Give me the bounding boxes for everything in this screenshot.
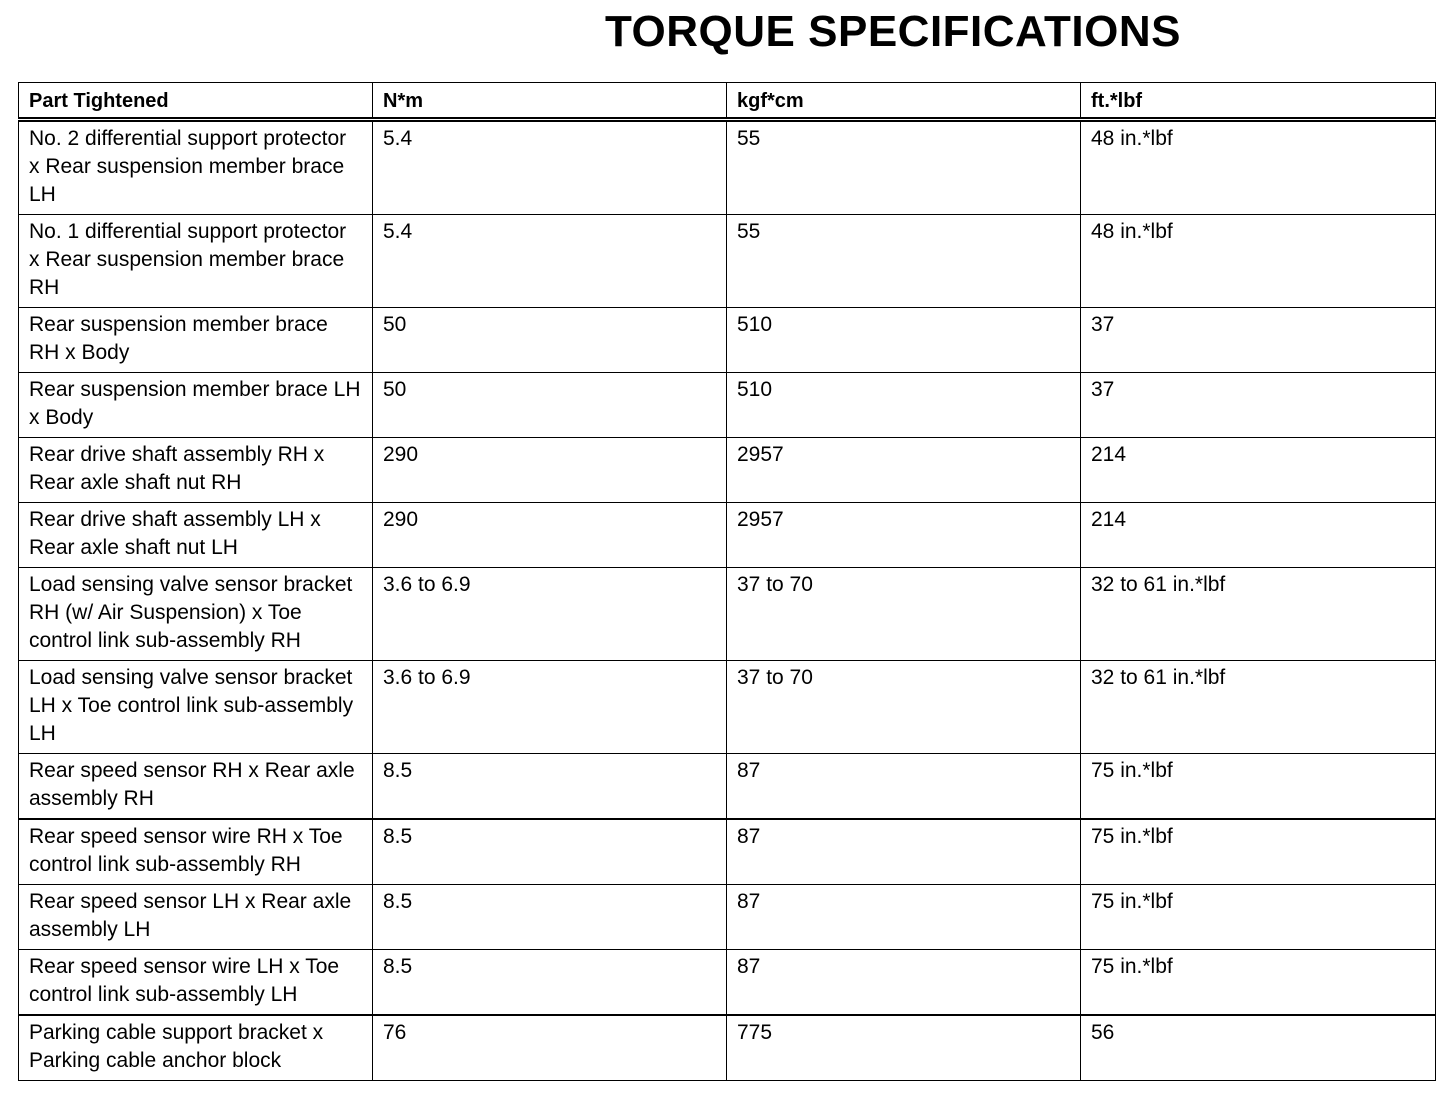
header-part-tightened: Part Tightened [19,83,373,120]
cell-ftlbf: 37 [1081,308,1436,373]
cell-part: Rear suspension member brace RH x Body [19,308,373,373]
cell-kgfcm: 37 to 70 [727,568,1081,661]
table-row [19,568,1436,661]
cell-ftlbf: 75 in.*lbf [1081,819,1436,885]
table-row [19,1015,1436,1081]
cell-ftlbf: 56 [1081,1015,1436,1081]
cell-kgfcm: 37 to 70 [727,661,1081,754]
cell-kgfcm: 55 [727,215,1081,308]
table-row [19,754,1436,820]
cell-kgfcm: 55 [727,120,1081,215]
cell-nm: 290 [373,503,727,568]
torque-specifications-table [18,82,1436,1081]
cell-part: No. 2 differential support protector x Rear suspension member brace LH [19,120,373,215]
cell-nm: 3.6 to 6.9 [373,568,727,661]
cell-kgfcm: 87 [727,819,1081,885]
cell-ftlbf: 214 [1081,503,1436,568]
table-row [19,819,1436,885]
cell-kgfcm: 87 [727,950,1081,1016]
cell-part: Rear drive shaft assembly LH x Rear axle shaft nut LH [19,503,373,568]
table-row [19,503,1436,568]
cell-nm: 8.5 [373,950,727,1016]
cell-nm: 76 [373,1015,727,1081]
table-row [19,885,1436,950]
cell-part: Load sensing valve sensor bracket LH x Toe control link sub-assembly LH [19,661,373,754]
cell-part: Rear speed sensor wire LH x Toe control link sub-assembly LH [19,950,373,1016]
cell-kgfcm: 2957 [727,503,1081,568]
cell-nm: 5.4 [373,215,727,308]
cell-ftlbf: 75 in.*lbf [1081,754,1436,820]
cell-nm: 3.6 to 6.9 [373,661,727,754]
cell-nm: 5.4 [373,120,727,215]
cell-kgfcm: 510 [727,308,1081,373]
cell-ftlbf: 214 [1081,438,1436,503]
cell-part: Rear drive shaft assembly RH x Rear axle shaft nut RH [19,438,373,503]
cell-part: Load sensing valve sensor bracket RH (w/ Air Suspension) x Toe control link sub-assembly RH [19,568,373,661]
cell-part: Rear speed sensor wire RH x Toe control link sub-assembly RH [19,819,373,885]
cell-part: No. 1 differential support protector x Rear suspension member brace RH [19,215,373,308]
cell-nm: 8.5 [373,754,727,820]
cell-part: Rear speed sensor LH x Rear axle assembly LH [19,885,373,950]
cell-nm: 50 [373,373,727,438]
cell-ftlbf: 75 in.*lbf [1081,950,1436,1016]
cell-nm: 50 [373,308,727,373]
cell-ftlbf: 48 in.*lbf [1081,120,1436,215]
table-row [19,215,1436,308]
table-row [19,373,1436,438]
header-kgfcm: kgf*cm [727,83,1081,120]
cell-ftlbf: 32 to 61 in.*lbf [1081,568,1436,661]
cell-kgfcm: 87 [727,754,1081,820]
cell-nm: 290 [373,438,727,503]
table-row [19,950,1436,1016]
table-row [19,438,1436,503]
table-row [19,308,1436,373]
cell-ftlbf: 32 to 61 in.*lbf [1081,661,1436,754]
cell-nm: 8.5 [373,819,727,885]
cell-ftlbf: 48 in.*lbf [1081,215,1436,308]
table-header-row [19,83,1436,120]
cell-ftlbf: 37 [1081,373,1436,438]
cell-part: Parking cable support bracket x Parking cable anchor block [19,1015,373,1081]
cell-kgfcm: 775 [727,1015,1081,1081]
cell-ftlbf: 75 in.*lbf [1081,885,1436,950]
cell-part: Rear suspension member brace LH x Body [19,373,373,438]
cell-kgfcm: 87 [727,885,1081,950]
cell-kgfcm: 510 [727,373,1081,438]
page-title: TORQUE SPECIFICATIONS [604,7,1182,56]
cell-part: Rear speed sensor RH x Rear axle assembly RH [19,754,373,820]
table-row [19,661,1436,754]
cell-kgfcm: 2957 [727,438,1081,503]
table-row [19,120,1436,215]
header-nm: N*m [373,83,727,120]
header-ftlbf: ft.*lbf [1081,83,1436,120]
cell-nm: 8.5 [373,885,727,950]
